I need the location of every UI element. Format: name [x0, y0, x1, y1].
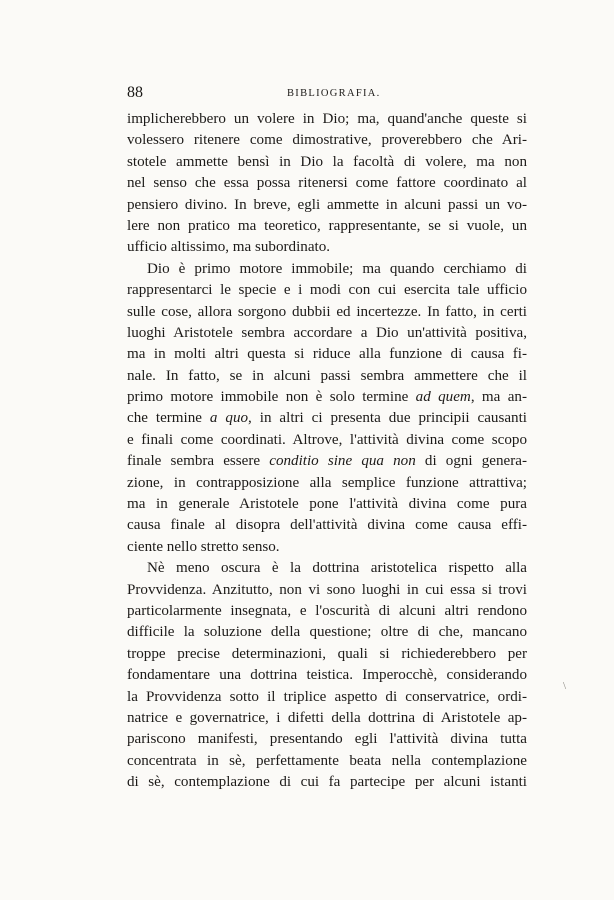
text-line: finale sembra essere conditio sine qua non di ogni genera- [127, 453, 527, 470]
page-header [127, 84, 527, 104]
text-line: Provvidenza. Anzitutto, non vi sono luoghi in cui essa si trovi [127, 581, 527, 598]
margin-mark: \ [563, 680, 567, 692]
text-line: ma in molti altri questa si riduce alla funzione di causa fi- [127, 346, 527, 363]
text-line: troppe precise determinazioni, quali si richiederebbero per [127, 645, 527, 662]
text-line: difficile la soluzione della questione; oltre di che, mancano [127, 624, 527, 641]
text-line: ciente nello stretto senso. [127, 538, 280, 555]
text-line: di sè, contemplazione di cui fa partecipe per alcuni istanti [127, 774, 527, 791]
text-line: pensiero divino. In breve, egli ammette in alcuni passi un vo- [127, 196, 527, 213]
text-line: che termine a quo, in altri ci presenta due principii causanti [127, 410, 527, 427]
text-line: rappresentarci le specie e i modi con cui esercita tale ufficio [127, 282, 527, 299]
page-number: 88 [127, 84, 143, 101]
text-line: ma in generale Aristotele pone l'attività divina come pura [127, 496, 527, 513]
text-line: luoghi Aristotele sembra accordare a Dio un'attività positiva, [127, 324, 527, 341]
body-text [127, 109, 527, 794]
text-line: particolarmente insegnata, e l'oscurità di alcuni altri rendono [127, 602, 527, 619]
text-line: ufficio altissimo, ma subordinato. [127, 239, 331, 256]
text-line: zione, in contrapposizione alla semplice funzione attrattiva; [127, 474, 527, 491]
text-line: concentrata in sè, perfettamente beata nella contemplazione [127, 752, 527, 769]
text-line: implicherebbero un volere in Dio; ma, quand'anche queste si [127, 111, 527, 127]
running-head: BIBLIOGRAFIA. [287, 88, 381, 99]
text-line: lere non pratico ma teoretico, rappresentante, se si vuole, un [127, 217, 527, 234]
text-line: pariscono manifesti, presentando egli l'attività divina tutta [127, 731, 527, 748]
text-line: nale. In fatto, se in alcuni passi sembra ammettere che il [127, 367, 527, 384]
text-line: sulle cose, allora sorgono dubbii ed incertezze. In fatto, in certi [127, 303, 527, 320]
text-line: Nè meno oscura è la dottrina aristotelica rispetto alla [147, 560, 527, 577]
text-line: fondamentare una dottrina teistica. Imperocchè, considerando [127, 667, 527, 684]
text-line: causa finale al disopra dell'attività divina come causa effi- [127, 517, 527, 534]
text-line: nel senso che essa possa ritenersi come fattore coordinato al [127, 175, 527, 192]
text-line: Dio è primo motore immobile; ma quando cerchiamo di [147, 260, 527, 277]
text-line: la Provvidenza sotto il triplice aspetto di conservatrice, ordi- [127, 688, 527, 705]
text-line: stotele ammette bensì in Dio la facoltà di volere, ma non [127, 153, 527, 170]
text-line: volessero ritenere come dimostrative, proverebbero che Ari- [127, 132, 527, 149]
text-line: e finali come coordinati. Altrove, l'attività divina come scopo [127, 431, 527, 448]
text-line: natrice e governatrice, i difetti della dottrina di Aristotele ap- [127, 709, 527, 726]
text-line: primo motore immobile non è solo termine ad quem, ma an- [127, 389, 527, 406]
